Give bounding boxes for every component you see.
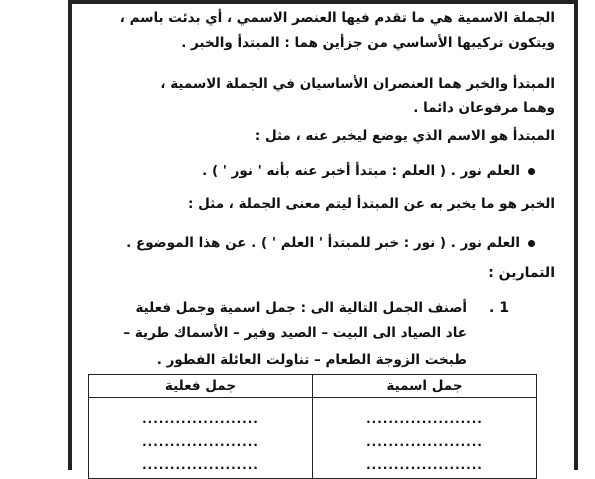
header-verbal-sentences: جمل فعلية xyxy=(89,375,313,398)
exercise-sentences-2: طبخت الزوجة الطعام – تناولت العائلة الفطور . xyxy=(156,352,467,368)
example-text-1: العلم نور . ( العلم : مبتدأ أخبر عنه بأنه ' نور ' ) . xyxy=(202,163,520,179)
frame-top-border xyxy=(68,0,578,4)
nominal-answer-cell[interactable] xyxy=(313,398,537,479)
mubtada-definition: المبتدأ هو الاسم الذي يوضع ليخبر عنه ، مثل : xyxy=(254,128,555,144)
answer-blank: ..................... xyxy=(366,458,483,472)
answer-blank: ..................... xyxy=(366,412,483,426)
header-nominal-sentences: جمل اسمية xyxy=(313,375,537,398)
exercise-number: 1 . xyxy=(489,300,509,316)
definition-line-2: ويتكون تركيبها الأساسي من جزأين هما : المبتدأ والخبر . xyxy=(181,35,555,51)
definition-line-3: المبتدأ والخبر هما العنصران الأساسيان في الجملة الاسمية ، xyxy=(160,76,555,92)
example-text-2: العلم نور . ( نور : خبر للمبتدأ ' العلم ' ) . عن هذا الموضوع . xyxy=(126,235,520,251)
answer-blank: ..................... xyxy=(366,435,483,449)
definition-line-1: الجملة الاسمية هي ما تقدم فيها العنصر الاسمي ، أي بدئت باسم ، xyxy=(119,10,555,26)
exercise-instruction: أصنف الجمل التالية الى : جمل اسمية وجمل فعلية xyxy=(135,300,467,316)
answer-blank: ..................... xyxy=(142,412,259,426)
frame-left-border xyxy=(68,0,72,470)
classification-table xyxy=(88,374,537,479)
answer-blank: ..................... xyxy=(142,435,259,449)
bullet-dot-icon xyxy=(528,168,535,175)
definition-line-4: وهما مرفوعان دائما . xyxy=(413,100,555,116)
frame-right-border xyxy=(574,0,578,470)
example-bullet-1 xyxy=(202,163,535,179)
exercise-sentences-1: عاد الصياد الى البيت – الصيد وفير – الأسماك طرية – xyxy=(123,325,467,341)
khabar-definition: الخبر هو ما يخبر به عن المبتدأ ليتم معنى الجملة ، مثل : xyxy=(188,196,555,212)
verbal-answer-cell[interactable] xyxy=(89,398,313,479)
answer-blank: ..................... xyxy=(142,458,259,472)
bullet-dot-icon xyxy=(528,240,535,247)
example-bullet-2 xyxy=(126,235,535,251)
exercises-heading: التمارين : xyxy=(488,265,555,281)
